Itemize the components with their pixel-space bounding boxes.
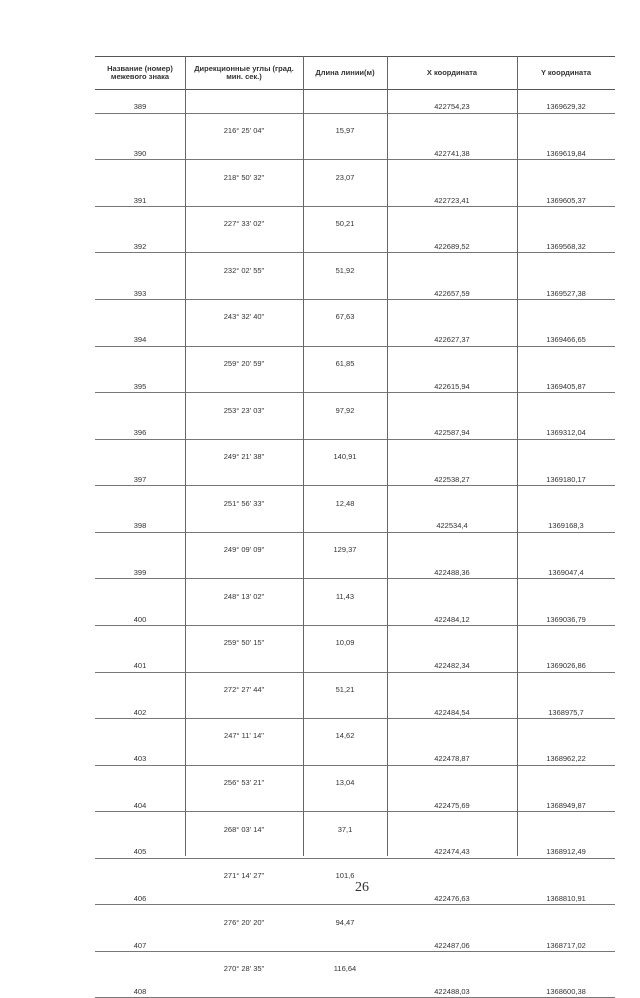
spacer-row bbox=[95, 323, 615, 334]
segment-row bbox=[95, 591, 615, 602]
point-name: 404 bbox=[133, 800, 147, 810]
spacer-row bbox=[95, 440, 615, 451]
point-name: 402 bbox=[133, 707, 147, 717]
table-header bbox=[95, 56, 615, 90]
y-coordinate: 1369180,17 bbox=[546, 474, 586, 484]
point-row bbox=[95, 753, 615, 765]
direction-angle: 259° 20' 59" bbox=[223, 358, 265, 368]
spacer-row bbox=[95, 253, 615, 264]
x-coordinate: 422476,63 bbox=[434, 893, 470, 903]
segment-row bbox=[95, 730, 615, 741]
x-coordinate: 422484,54 bbox=[434, 707, 470, 717]
y-coordinate: 1368962,22 bbox=[546, 754, 586, 764]
point-name: 397 bbox=[133, 474, 147, 484]
line-length: 67,63 bbox=[335, 312, 355, 322]
spacer-row bbox=[95, 276, 615, 287]
direction-angle: 251° 56' 33" bbox=[223, 498, 265, 508]
header-name: Название (номер) межевого знака bbox=[107, 64, 173, 81]
line-length: 140,91 bbox=[333, 452, 357, 462]
segment-row bbox=[95, 963, 615, 974]
point-row bbox=[95, 334, 615, 346]
x-coordinate: 422657,59 bbox=[434, 288, 470, 298]
direction-angle: 256° 53' 21" bbox=[223, 778, 265, 788]
spacer-row bbox=[95, 230, 615, 241]
page-number: 26 bbox=[355, 880, 369, 895]
line-length: 61,85 bbox=[335, 358, 355, 368]
spacer-row bbox=[95, 347, 615, 358]
point-name: 391 bbox=[133, 195, 147, 205]
spacer-row bbox=[95, 975, 615, 986]
y-coordinate: 1369629,32 bbox=[546, 102, 586, 112]
spacer-row bbox=[95, 742, 615, 753]
coordinates-table bbox=[95, 56, 615, 998]
x-coordinate: 422689,52 bbox=[434, 242, 470, 252]
point-name: 408 bbox=[133, 987, 147, 997]
y-coordinate: 1368810,91 bbox=[546, 893, 586, 903]
point-row bbox=[95, 986, 615, 998]
spacer-row bbox=[95, 788, 615, 799]
point-name: 392 bbox=[133, 242, 147, 252]
point-row bbox=[95, 381, 615, 393]
spacer-row bbox=[95, 207, 615, 218]
spacer-row bbox=[95, 556, 615, 567]
y-coordinate: 1369527,38 bbox=[546, 288, 586, 298]
spacer-row bbox=[95, 486, 615, 497]
point-name: 390 bbox=[133, 148, 147, 158]
segment-row bbox=[95, 125, 615, 136]
segment-row bbox=[95, 405, 615, 416]
direction-angle: 232° 02' 55" bbox=[223, 265, 265, 275]
spacer-row bbox=[95, 673, 615, 684]
y-coordinate: 1369605,37 bbox=[546, 195, 586, 205]
spacer-row bbox=[95, 160, 615, 171]
y-coordinate: 1369168,3 bbox=[548, 521, 584, 531]
point-row bbox=[95, 614, 615, 626]
y-coordinate: 1369036,79 bbox=[546, 614, 586, 624]
y-coordinate: 1368949,87 bbox=[546, 800, 586, 810]
spacer-row bbox=[95, 905, 615, 916]
segment-row bbox=[95, 684, 615, 695]
spacer-row bbox=[95, 835, 615, 846]
direction-angle: 249° 21' 38" bbox=[223, 452, 265, 462]
x-coordinate: 422723,41 bbox=[434, 195, 470, 205]
table-body bbox=[95, 90, 615, 998]
point-row bbox=[95, 288, 615, 300]
spacer-row bbox=[95, 509, 615, 520]
spacer-row bbox=[95, 695, 615, 706]
x-coordinate: 422478,87 bbox=[434, 754, 470, 764]
line-length: 14,62 bbox=[335, 731, 355, 741]
x-coordinate: 422488,36 bbox=[434, 568, 470, 578]
direction-angle: 268° 03' 14" bbox=[223, 824, 265, 834]
point-row bbox=[95, 195, 615, 207]
line-length: 51,92 bbox=[335, 265, 355, 275]
point-name: 393 bbox=[133, 288, 147, 298]
direction-angle: 243° 32' 40" bbox=[223, 312, 265, 322]
x-coordinate: 422587,94 bbox=[434, 428, 470, 438]
point-row bbox=[95, 940, 615, 952]
x-coordinate: 422487,06 bbox=[434, 940, 470, 950]
point-row bbox=[95, 241, 615, 253]
spacer-row bbox=[95, 928, 615, 939]
x-coordinate: 422482,34 bbox=[434, 661, 470, 671]
point-row bbox=[95, 660, 615, 672]
point-row bbox=[95, 427, 615, 439]
column-divider bbox=[303, 56, 304, 856]
point-name: 394 bbox=[133, 335, 147, 345]
direction-angle: 253° 23' 03" bbox=[223, 405, 265, 415]
segment-row bbox=[95, 172, 615, 183]
point-name: 403 bbox=[133, 754, 147, 764]
spacer-row bbox=[95, 369, 615, 380]
x-coordinate: 422538,27 bbox=[434, 474, 470, 484]
point-name: 399 bbox=[133, 568, 147, 578]
point-name: 400 bbox=[133, 614, 147, 624]
spacer-row bbox=[95, 766, 615, 777]
segment-row bbox=[95, 451, 615, 462]
y-coordinate: 1368717,02 bbox=[546, 940, 586, 950]
y-coordinate: 1369619,84 bbox=[546, 148, 586, 158]
x-coordinate: 422474,43 bbox=[434, 847, 470, 857]
segment-row bbox=[95, 544, 615, 555]
spacer-row bbox=[95, 114, 615, 125]
line-length: 116,64 bbox=[333, 964, 357, 974]
segment-row bbox=[95, 777, 615, 788]
point-row bbox=[95, 846, 615, 858]
line-length: 37,1 bbox=[337, 824, 353, 834]
x-coordinate: 422484,12 bbox=[434, 614, 470, 624]
line-length: 50,21 bbox=[335, 219, 355, 229]
line-length: 94,47 bbox=[335, 917, 355, 927]
segment-row bbox=[95, 218, 615, 229]
column-divider bbox=[517, 56, 518, 856]
spacer-row bbox=[95, 137, 615, 148]
x-coordinate: 422534,4 bbox=[436, 521, 468, 531]
point-row bbox=[95, 800, 615, 812]
point-row bbox=[95, 101, 615, 113]
line-length: 51,21 bbox=[335, 684, 355, 694]
direction-angle: 249° 09' 09" bbox=[223, 545, 265, 555]
line-length: 97,92 bbox=[335, 405, 355, 415]
segment-row bbox=[95, 311, 615, 322]
direction-angle: 259° 50' 15" bbox=[223, 638, 265, 648]
y-coordinate: 1368600,38 bbox=[546, 987, 586, 997]
y-coordinate: 1369568,32 bbox=[546, 242, 586, 252]
segment-row bbox=[95, 917, 615, 928]
segment-row bbox=[95, 637, 615, 648]
point-name: 406 bbox=[133, 893, 147, 903]
x-coordinate: 422754,23 bbox=[434, 102, 470, 112]
spacer-row bbox=[95, 579, 615, 590]
x-coordinate: 422475,69 bbox=[434, 800, 470, 810]
spacer-row bbox=[95, 649, 615, 660]
line-length: 13,04 bbox=[335, 778, 355, 788]
direction-angle: 270° 28' 35" bbox=[223, 964, 265, 974]
direction-angle: 247° 11' 14" bbox=[224, 731, 264, 741]
x-coordinate: 422741,38 bbox=[434, 148, 470, 158]
header-x: X координата bbox=[426, 68, 478, 77]
line-length: 23,07 bbox=[335, 172, 355, 182]
spacer-row bbox=[95, 626, 615, 637]
column-divider bbox=[387, 56, 388, 856]
segment-row bbox=[95, 265, 615, 276]
x-coordinate: 422615,94 bbox=[434, 381, 470, 391]
direction-angle: 272° 27' 44" bbox=[223, 684, 265, 694]
x-coordinate: 422627,37 bbox=[434, 335, 470, 345]
header-y: Y координата bbox=[540, 68, 592, 77]
spacer-row bbox=[95, 602, 615, 613]
point-name: 407 bbox=[133, 940, 147, 950]
line-length: 10,09 bbox=[335, 638, 355, 648]
line-length: 12,48 bbox=[335, 498, 355, 508]
point-name: 398 bbox=[133, 521, 147, 531]
segment-row bbox=[95, 498, 615, 509]
column-divider bbox=[185, 56, 186, 856]
y-coordinate: 1369405,87 bbox=[546, 381, 586, 391]
segment-row bbox=[95, 358, 615, 369]
point-name: 395 bbox=[133, 381, 147, 391]
spacer-row bbox=[95, 859, 615, 870]
header-angles: Дирекционные углы (град. мин. сек.) bbox=[194, 64, 294, 81]
direction-angle: 227° 33' 02" bbox=[223, 219, 265, 229]
direction-angle: 271° 14' 27" bbox=[223, 871, 265, 881]
y-coordinate: 1369312,04 bbox=[546, 428, 586, 438]
line-length: 11,43 bbox=[335, 591, 355, 601]
line-length: 101,6 bbox=[335, 871, 355, 881]
segment-row bbox=[95, 824, 615, 835]
spacer-row bbox=[95, 952, 615, 963]
line-length: 15,97 bbox=[335, 126, 355, 136]
point-row bbox=[95, 474, 615, 486]
y-coordinate: 1369466,65 bbox=[546, 335, 586, 345]
spacer-row bbox=[95, 183, 615, 194]
spacer-row bbox=[95, 300, 615, 311]
point-name: 389 bbox=[133, 102, 147, 112]
direction-angle: 276° 20' 20" bbox=[223, 917, 265, 927]
point-name: 401 bbox=[133, 661, 147, 671]
line-length: 129,37 bbox=[333, 545, 357, 555]
header-length: Длина линии(м) bbox=[315, 68, 375, 77]
direction-angle: 218° 50' 32" bbox=[223, 172, 265, 182]
spacer-row bbox=[95, 393, 615, 404]
point-name: 405 bbox=[133, 847, 147, 857]
spacer-row bbox=[95, 416, 615, 427]
y-coordinate: 1368912,49 bbox=[546, 847, 586, 857]
x-coordinate: 422488,03 bbox=[434, 987, 470, 997]
spacer-row bbox=[95, 719, 615, 730]
spacer-row bbox=[95, 463, 615, 474]
direction-angle: 216° 25' 04" bbox=[223, 126, 265, 136]
direction-angle: 248° 13' 02" bbox=[223, 591, 265, 601]
point-name: 396 bbox=[133, 428, 147, 438]
y-coordinate: 1369026,86 bbox=[546, 661, 586, 671]
y-coordinate: 1369047,4 bbox=[548, 568, 584, 578]
spacer-row bbox=[95, 533, 615, 544]
y-coordinate: 1368975,7 bbox=[548, 707, 584, 717]
point-row bbox=[95, 567, 615, 579]
point-row bbox=[95, 707, 615, 719]
spacer-row bbox=[95, 812, 615, 823]
spacer-row bbox=[95, 90, 615, 101]
point-row bbox=[95, 148, 615, 160]
point-row bbox=[95, 520, 615, 532]
